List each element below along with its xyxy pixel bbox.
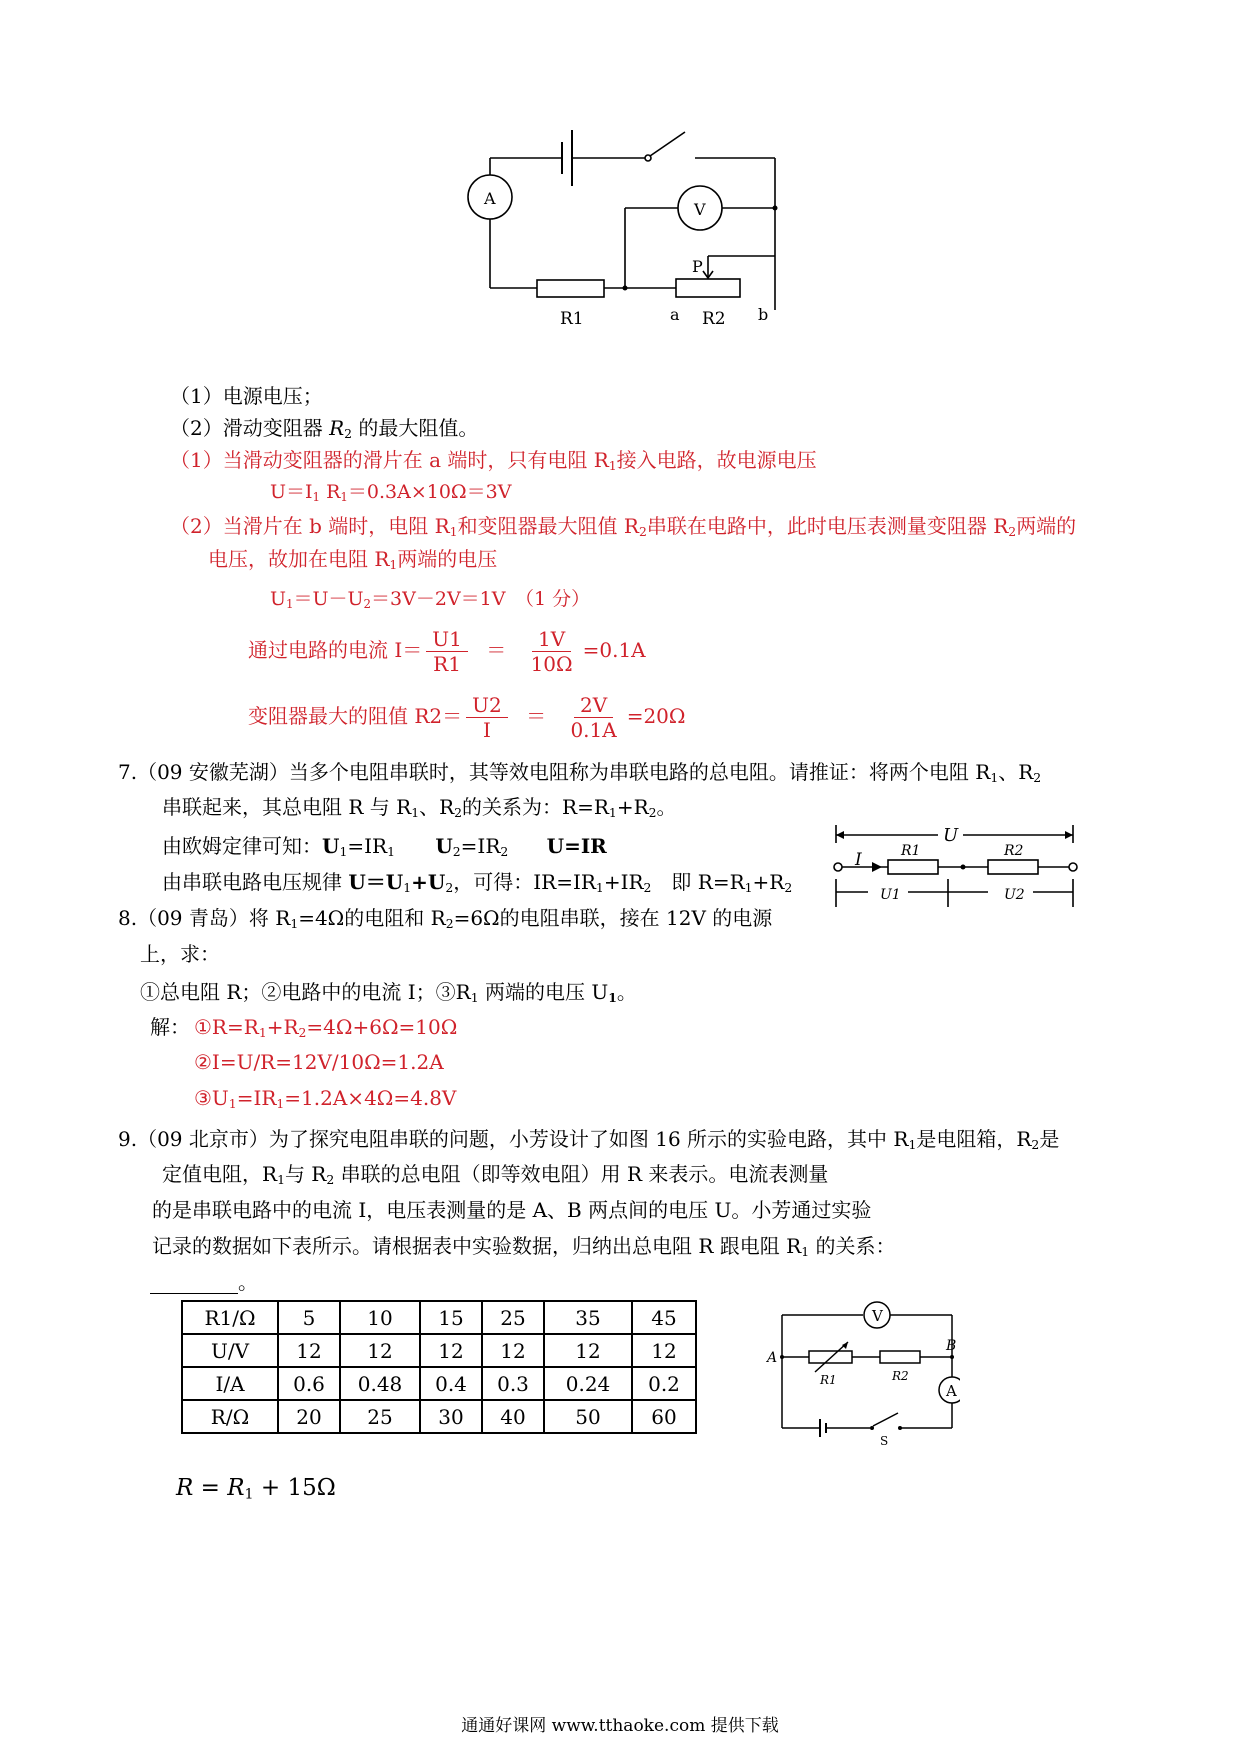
- fig9-r2-label: R2: [892, 1369, 909, 1383]
- table-cell: 12: [340, 1334, 420, 1367]
- end-a-label: a: [670, 305, 680, 324]
- q6-ask-1: （1）电源电压；: [170, 384, 323, 408]
- q6-u1-equation: $U_1=U-U_2=3V-2V=1V$ （1 分）: [270, 588, 591, 611]
- q7-line-2: 串联起来，其总电阻 R 与 $R_1$、$R_2$的关系为：$R=R_1+R_2$。: [162, 795, 677, 821]
- ammeter-label: A: [484, 189, 496, 208]
- r1-label: R1: [560, 309, 584, 329]
- table-row: [182, 1400, 696, 1433]
- table-cell: 40: [482, 1400, 544, 1433]
- table-cell: 50: [544, 1400, 632, 1433]
- table-cell: 12: [632, 1334, 696, 1367]
- q8-line-1: 8.（09 青岛）将 $R_1=4\Omega$的电阻和 $R_2=6\Omega$的电阻串联，接在 12V 的电源: [118, 906, 773, 932]
- series-resistor-diagram: [828, 815, 1083, 915]
- q8-solution-1: $①R=R_1+R_2=4\Omega+6\Omega=10\Omega$: [194, 1015, 458, 1041]
- table-row-header: I/A: [182, 1367, 278, 1400]
- table-cell: 35: [544, 1301, 632, 1334]
- table-cell: 0.48: [340, 1367, 420, 1400]
- q9-answer-blank[interactable]: 。: [150, 1270, 258, 1294]
- fig-u2-label: U2: [1004, 887, 1025, 903]
- page-footer: 通通好课网 www.tthaoke.com 提供下载: [461, 1716, 779, 1736]
- table-row-header: U/V: [182, 1334, 278, 1367]
- q7-line-3: 由欧姆定律可知：$U_1=IR_1$ $U_2=IR_2$ U=IR: [162, 834, 607, 860]
- table-cell: 25: [482, 1301, 544, 1334]
- fig9-voltmeter-label: V: [872, 1307, 883, 1325]
- q8-line-2: 上，求：: [140, 942, 220, 966]
- table-row: [182, 1334, 696, 1367]
- fig9-r1-label: R1: [820, 1373, 837, 1387]
- table-cell: 15: [420, 1301, 482, 1334]
- table-cell: 12: [420, 1334, 482, 1367]
- fig9-point-a-label: A: [767, 1350, 778, 1366]
- table-cell: 12: [482, 1334, 544, 1367]
- end-b-label: b: [758, 305, 769, 324]
- circuit-diagram-1: [440, 120, 820, 370]
- table-cell: 10: [340, 1301, 420, 1334]
- table-row-header: R/Ω: [182, 1400, 278, 1433]
- table-cell: 0.3: [482, 1367, 544, 1400]
- q8-solution-label: 解：: [150, 1015, 190, 1039]
- q9-data-table: [181, 1300, 697, 1434]
- q9-line-3: 的是串联电路中的电流 I，电压表测量的是 A、B 两点间的电压 U。小芳通过实验: [152, 1198, 872, 1222]
- fig9-point-b-label: B: [946, 1338, 957, 1354]
- fig9-ammeter-label: A: [946, 1382, 957, 1400]
- q6-r2-equation: 变阻器最大的阻值 R2＝ $\frac{U2}{I}$ ＝ $\frac{2V}{0.1A}$ =20Ω: [248, 693, 686, 742]
- q8-line-3: ①总电阻 R；②电路中的电流 I；$③R_1$ 两端的电压 $U_1$。: [140, 980, 637, 1006]
- q6-answer-2-line2: 电压，故加在电阻 $R_1$两端的电压: [208, 547, 498, 573]
- table-cell: 0.2: [632, 1367, 696, 1400]
- q8-solution-2: ②I=U/R=12V/10Ω=1.2A: [194, 1050, 444, 1074]
- q9-answer: $R = R_1 + 15\Omega$: [176, 1475, 336, 1503]
- q9-line-1: 9.（09 北京市）为了探究电阻串联的问题，小芳设计了如图 16 所示的实验电路，其中 $R_1$是电阻箱，$R_2$是: [118, 1127, 1060, 1153]
- table-cell: 0.6: [278, 1367, 340, 1400]
- table-cell: 30: [420, 1400, 482, 1433]
- table-cell: 0.4: [420, 1367, 482, 1400]
- table-cell: 25: [340, 1400, 420, 1433]
- table-cell: 5: [278, 1301, 340, 1334]
- fig9-switch-label: S: [880, 1434, 889, 1448]
- slider-label: P: [692, 257, 703, 276]
- fig-u-label: U: [943, 825, 959, 846]
- fig-r1-label: R1: [901, 843, 921, 859]
- q6-answer-1: （1）当滑动变阻器的滑片在 a 端时，只有电阻 $R_1$接入电路，故电源电压: [170, 448, 817, 474]
- q6-answer-1-equation: $U=I_1$ $R_1=0.3A\times 10\Omega=3V$: [270, 481, 512, 504]
- q9-line-2: 定值电阻，$R_1$与 $R_2$ 串联的总电阻（即等效电阻）用 R 来表示。电流表测量: [162, 1162, 829, 1188]
- q9-line-4: 记录的数据如下表所示。请根据表中实验数据，归纳出总电阻 R 跟电阻 $R_1$ 的关系：: [152, 1234, 896, 1260]
- q6-answer-2: （2）当滑片在 b 端时，电阻 $R_1$和变阻器最大阻值 $R_2$串联在电路中，此时电压表测量变阻器 $R_2$两端的: [170, 514, 1077, 540]
- blank-line[interactable]: [150, 1275, 238, 1294]
- q7-line-1: 7.（09 安徽芜湖）当多个电阻串联时，其等效电阻称为串联电路的总电阻。请推证：将两个电阻 $R_1$、$R_2$: [118, 760, 1042, 786]
- table-cell: 20: [278, 1400, 340, 1433]
- experiment-circuit-diagram: [760, 1290, 960, 1450]
- fig-u1-label: U1: [880, 887, 901, 903]
- table-cell: 12: [278, 1334, 340, 1367]
- q6-current-equation: 通过电路的电流 I＝ $\frac{U1}{R1}$ ＝ $\frac{1V}{10\Omega}$ =0.1A: [248, 627, 646, 676]
- table-cell: 12: [544, 1334, 632, 1367]
- table-cell: 0.24: [544, 1367, 632, 1400]
- q7-line-4: 由串联电路电压规律 $U=U_1+U_2$，可得：$IR=IR_1+IR_2$ 即 $R=R_1+R_2$: [162, 870, 793, 896]
- voltmeter-label: V: [694, 200, 706, 219]
- q8-solution-3: $③U_1=IR_1=1.2A\times 4\Omega=4.8V$: [194, 1086, 457, 1112]
- fig-i-label: I: [855, 850, 862, 870]
- table-row: [182, 1301, 696, 1334]
- fig-r2-label: R2: [1004, 843, 1024, 859]
- table-cell: 60: [632, 1400, 696, 1433]
- table-row: [182, 1367, 696, 1400]
- q6-ask-2: （2）滑动变阻器 $R_2$ 的最大阻值。: [170, 416, 479, 442]
- table-cell: 45: [632, 1301, 696, 1334]
- table-row-header: R1/Ω: [182, 1301, 278, 1334]
- r2-label: R2: [702, 309, 726, 329]
